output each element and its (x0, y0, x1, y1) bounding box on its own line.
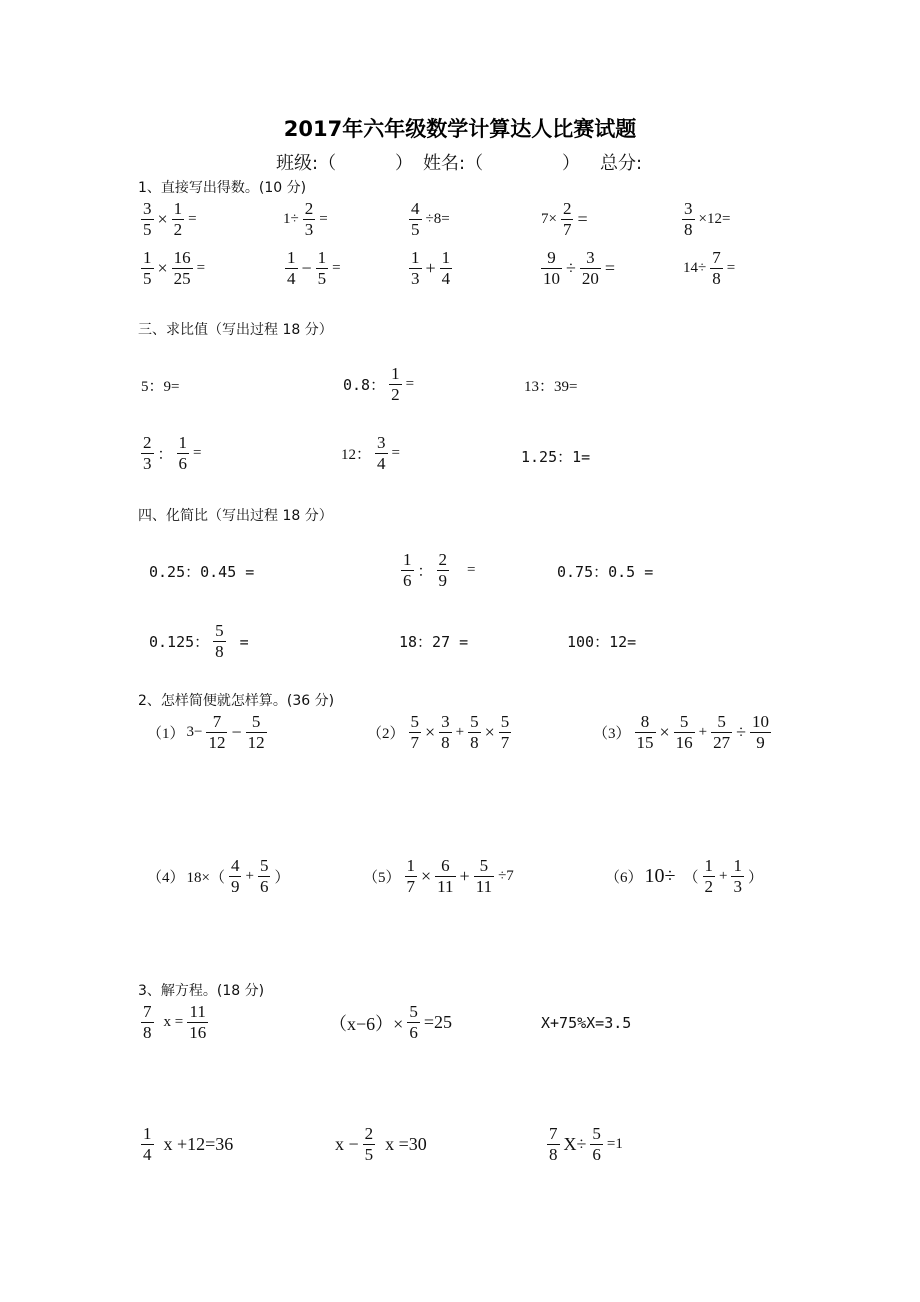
section-heading-simplify-ratio: 四、化简比（写出过程 18 分） (138, 508, 333, 524)
calc-problem-6: （6） 10÷ （ $\frac{1}{2}$ + $\frac{1}{3}$ ） (605, 856, 763, 896)
simplify-item-1: 0.25：0.45 = (149, 563, 255, 581)
fraction: $\frac{5}{11}$ (475, 856, 493, 896)
class-close: ） (395, 153, 413, 174)
section-heading-equations: 3、解方程。(18 分) (138, 983, 265, 999)
simplify-item-2: $\frac{1}{6}$ ： $\frac{2}{9}$ = (403, 550, 476, 590)
fraction: $\frac{7}{8}$ (712, 248, 721, 288)
fraction: $\frac{1}{2}$ (704, 856, 714, 896)
fraction: $\frac{7}{12}$ (208, 712, 226, 752)
direct-item-4: 7× $\frac{2}{7}$ = (541, 199, 588, 239)
fraction: $\frac{3}{20}$ (581, 248, 599, 288)
section-heading-ratio-value: 三、求比值（写出过程 18 分） (138, 322, 333, 338)
fraction: $\frac{1}{7}$ (406, 856, 416, 896)
equation-2: （x−6）× $\frac{5}{6}$ =25 (329, 1002, 452, 1042)
ratio-item-4: $\frac{2}{3}$ ： $\frac{1}{6}$ = (143, 433, 202, 473)
section-heading-simplify-calc: 2、怎样简便就怎样算。(36 分) (138, 693, 335, 709)
direct-item-10: 14÷ $\frac{7}{8}$ = (683, 248, 736, 288)
fraction: $\frac{1}{2}$ (391, 364, 400, 404)
calc-problem-4: （4） 18×（ $\frac{4}{9}$ + $\frac{5}{6}$ ） (147, 856, 290, 896)
ratio-item-1: 5：9= (141, 379, 180, 395)
fraction: $\frac{5}{16}$ (675, 712, 693, 752)
ratio-item-5: 12： $\frac{3}{4}$ = (341, 433, 400, 473)
section-heading-direct: 1、直接写出得数。(10 分) (138, 180, 307, 196)
fraction: $\frac{1}{4}$ (143, 1124, 152, 1164)
fraction: $\frac{5}{12}$ (247, 712, 265, 752)
simplify-item-5: 18：27 = (399, 633, 469, 651)
fraction: $\frac{1}{5}$ (143, 248, 152, 288)
name-close: ） (562, 153, 580, 174)
fraction: $\frac{11}{16}$ (189, 1002, 207, 1042)
fraction: $\frac{1}{3}$ (733, 856, 742, 896)
simplify-item-3: 0.75：0.5 = (557, 563, 654, 581)
calc-problem-3: （3） $\frac{8}{15}$ × $\frac{5}{16}$ + $\frac{5}{27}$ ÷ $\frac{10}{9}$ (593, 712, 770, 752)
fraction: $\frac{5}{6}$ (592, 1124, 601, 1164)
simplify-item-4: 0.125： $\frac{5}{8}$ = (149, 621, 249, 661)
direct-item-2: 1÷ $\frac{2}{3}$ = (283, 199, 328, 239)
class-label: 班级:（ (276, 153, 337, 174)
fraction: $\frac{5}{8}$ (215, 621, 224, 661)
fraction: $\frac{4}{5}$ (411, 199, 420, 239)
equation-3: X+75%X=3.5 (541, 1014, 632, 1032)
name-label: 姓名:（ (423, 153, 484, 174)
fraction: $\frac{1}{6}$ (178, 433, 188, 473)
fraction: $\frac{5}{6}$ (409, 1002, 418, 1042)
fraction: $\frac{9}{10}$ (543, 248, 560, 288)
fraction: $\frac{1}{6}$ (403, 550, 412, 590)
simplify-item-6: 100：12= (567, 633, 637, 651)
fraction: $\frac{5}{8}$ (470, 712, 479, 752)
fraction: $\frac{5}{7}$ (410, 712, 420, 752)
calc-problem-5: （5） $\frac{1}{7}$ × $\frac{6}{11}$ + $\frac{5}{11}$ ÷7 (363, 856, 514, 896)
page-title: 2017年六年级数学计算达人比赛试题 (283, 117, 637, 141)
fraction: $\frac{7}{8}$ (143, 1002, 152, 1042)
fraction: $\frac{1}{4}$ (441, 248, 451, 288)
fraction: $\frac{3}{8}$ (684, 199, 693, 239)
fraction: $\frac{2}{9}$ (438, 550, 448, 590)
direct-item-8: $\frac{1}{3}$ + $\frac{1}{4}$ (411, 248, 451, 288)
fraction: $\frac{7}{8}$ (549, 1124, 558, 1164)
fraction: $\frac{1}{5}$ (317, 248, 327, 288)
fraction: $\frac{2}{7}$ (562, 199, 572, 239)
fraction: $\frac{6}{11}$ (437, 856, 454, 896)
direct-item-6: $\frac{1}{5}$ × $\frac{16}{25}$ = (143, 248, 206, 288)
fraction: $\frac{1}{4}$ (287, 248, 296, 288)
fraction: $\frac{5}{7}$ (500, 712, 510, 752)
fraction: $\frac{3}{4}$ (377, 433, 386, 473)
fraction: $\frac{4}{9}$ (230, 856, 240, 896)
ratio-item-6: 1.25：1= (521, 448, 591, 466)
ratio-item-2: 0.8： $\frac{1}{2}$ = (343, 364, 415, 404)
fraction: $\frac{10}{9}$ (752, 712, 770, 752)
fraction: $\frac{1}{2}$ (173, 199, 183, 239)
total-label: 总分: (600, 153, 643, 174)
fraction: $\frac{5}{6}$ (259, 856, 269, 896)
fraction: $\frac{2}{5}$ (364, 1124, 374, 1164)
direct-item-9: $\frac{9}{10}$ ÷ $\frac{3}{20}$ = (543, 248, 616, 288)
equation-6: $\frac{7}{8}$ X÷ $\frac{5}{6}$ =1 (549, 1124, 623, 1164)
direct-item-5: $\frac{3}{8}$ ×12= (684, 199, 731, 239)
direct-item-7: $\frac{1}{4}$ − $\frac{1}{5}$ = (287, 248, 341, 288)
equation-1: $\frac{7}{8}$ x = $\frac{11}{16}$ (143, 1002, 207, 1042)
fraction: $\frac{16}{25}$ (173, 248, 191, 288)
fraction: $\frac{2}{3}$ (304, 199, 314, 239)
fraction: $\frac{2}{3}$ (143, 433, 152, 473)
calc-problem-1: （1） 3− $\frac{7}{12}$ − $\frac{5}{12}$ (147, 712, 265, 752)
fraction: $\frac{1}{3}$ (411, 248, 420, 288)
ratio-item-3: 13：39= (524, 379, 578, 395)
equation-4: $\frac{1}{4}$ x +12=36 (143, 1124, 234, 1164)
fraction: $\frac{3}{5}$ (143, 199, 152, 239)
direct-item-3: $\frac{4}{5}$ ÷8= (411, 199, 450, 239)
direct-item-1: $\frac{3}{5}$ × $\frac{1}{2}$ = (143, 199, 197, 239)
fraction: $\frac{8}{15}$ (636, 712, 654, 752)
equation-5: x − $\frac{2}{5}$ x =30 (335, 1124, 427, 1164)
fraction: $\frac{5}{27}$ (713, 712, 731, 752)
calc-problem-2: （2） $\frac{5}{7}$ × $\frac{3}{8}$ + $\frac{5}{8}$ × $\frac{5}{7}$ (367, 712, 510, 752)
fraction: $\frac{3}{8}$ (441, 712, 450, 752)
